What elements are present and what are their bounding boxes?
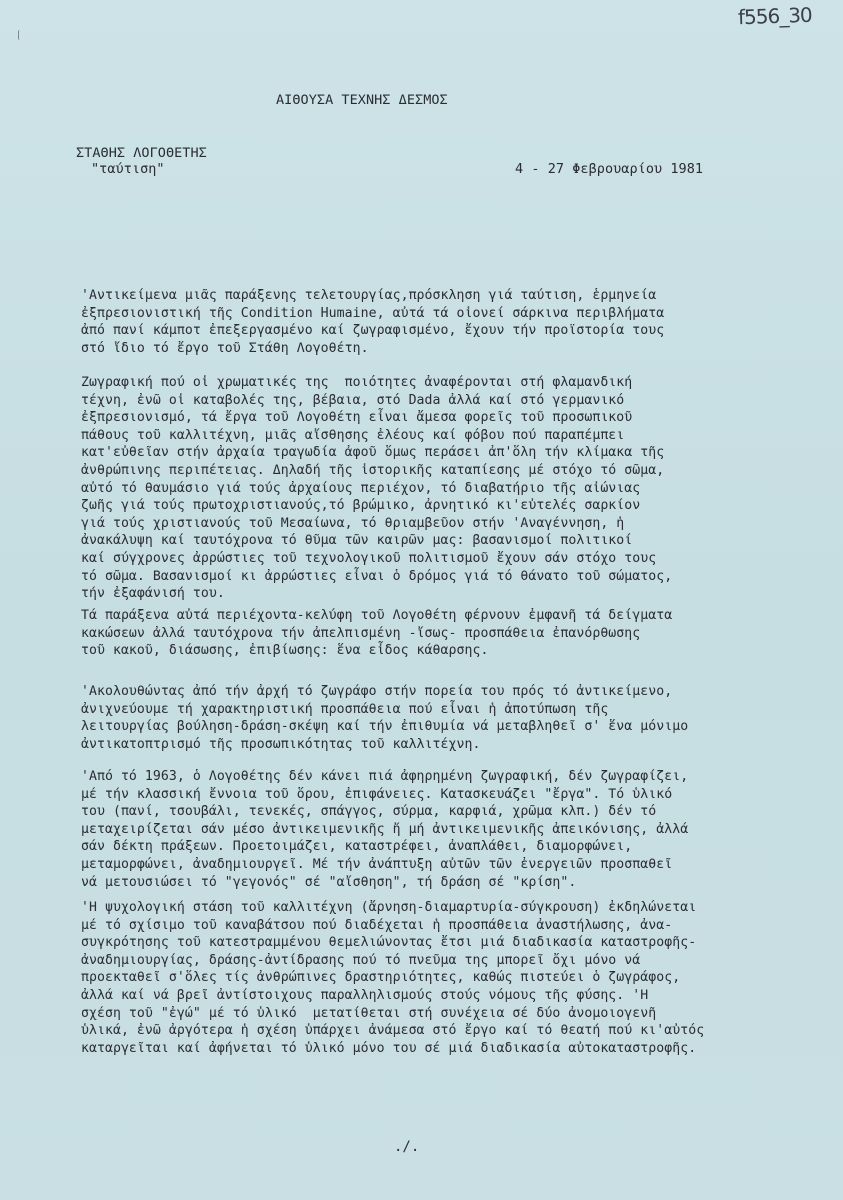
text-line: ἀντικατοπτρισμό τῆς προσωπικότητας τοῦ καλλιτέχνη. <box>81 736 481 752</box>
text-line: κακώσεων ἀλλά ταυτόχρονα τήν ἀπελπισμένη -ἴσως- προσπάθεια ἐπανόρθωσης <box>81 625 641 641</box>
continuation-mark: ./. <box>394 1139 420 1155</box>
text-line: μέ τήν κλασσική ἔννοια τοῦ ὅρου, ἐπιφάνειες. Κατασκευάζει "ἔργα". Τό ὑλικό <box>81 786 673 802</box>
text-line: σχέση τοῦ "ἐγώ" μέ τό ὑλικό μετατίθεται στή συνέχεια σέ δύο ἀνομοιογενῆ <box>81 1005 657 1021</box>
text-line: στό ἴδιο τό ἔργο τοῦ Στάθη Λογοθέτη. <box>81 340 369 356</box>
archive-reference: f556_30 <box>737 2 813 30</box>
exhibition-title: "ταύτιση" <box>91 161 165 177</box>
text-line: σάν δέκτη πράξεων. Προετοιμάζει, καταστρέφει, ἀναπλάθει, διαμορφώνει, <box>81 839 633 855</box>
text-line: ἀνθρώπινης περιπέτειας. Δηλαδή τῆς ἱστορικῆς καταπίεσης μέ στόχο τό σῶμα, <box>81 463 665 478</box>
text-line: πάθους τοῦ καλλιτέχνη, μιᾶς αἴσθησης ἐλέους καί φόβου πού παραπέμπει <box>81 427 625 443</box>
text-line: μεταμορφώνει, ἀναδημιουργεῖ. Μέ τήν ἀνάπτυξη αὐτῶν τῶν ἐνεργειῶν προσπαθεῖ <box>81 857 673 872</box>
text-line: ἐξπρεσιονισμό, τά ἔργα τοῦ Λογοθέτη εἶναι ἄμεσα φορεῖς τοῦ προσωπικοῦ <box>81 410 633 426</box>
exhibition-dates: 4 - 27 Φεβρουαρίου 1981 <box>515 161 704 177</box>
text-line: του (πανί, τσουβάλι, τενεκές, σπάγγος, σύρμα, καρφιά, χρῶμα κλπ.) δέν τό <box>81 804 657 820</box>
gallery-name: ΑΙΘΟΥΣΑ ΤΕΧΝΗΣ ΔΕΣΜΟΣ <box>276 92 448 108</box>
text-line: ἀνακάλυψη καί ταυτόχρονα τό θῦμα τῶν καιρῶν μας: βασανισμοί πολιτικοί <box>81 533 633 549</box>
text-line: μεταχειρίζεται σάν μέσο ἀντικειμενικῆς ἤ μή ἀντικειμενικῆς ἀπεικόνισης, ἀλλά <box>81 821 689 837</box>
text-line: ἀλλά καί νά βρεῖ ἀντίστοιχους παραλληλισμούς στούς νόμους τῆς φύσης. 'Η <box>81 988 649 1003</box>
text-line: ἐξπρεσιονιστική τῆς Condition Humaine, αὐτά τά οἱονεί σάρκινα περιβλήματα <box>81 305 665 321</box>
text-line: τό σῶμα. Βασανισμοί κι ἀρρώστιες εἶναι ὁ δρόμος γιά τό θάνατο τοῦ σώματος, <box>81 568 673 584</box>
text-line: ὑλικά, ἐνῶ ἀργότερα ἡ σχέση ὑπάρχει ἀνάμεσα στό ἔργο καί τό θεατή πού κι'αὐτός <box>81 1023 705 1039</box>
text-line: 'Από τό 1963, ὁ Λογοθέτης δέν κάνει πιά ἀφηρημένη ζωγραφική, δέν ζωγραφίζει, <box>81 769 689 784</box>
text-line: ζωῆς γιά τούς πρωτοχριστιανούς,τό βρώμικο, ἀρνητικό κι'εὐτελές σαρκίον <box>81 498 641 514</box>
text-line: ἀναδημιουργίας, δράσης-ἀντίδρασης πού τό πνεῦμα της μπορεῖ ὄχι μόνο νά <box>81 952 641 968</box>
text-line: καταργεῖται καί ἀφήνεται τό ὑλικό μόνο του σέ μιά διαδικασία αὐτοκαταστροφῆς. <box>81 1040 697 1056</box>
text-line: τήν ἐξαφάνισή του. <box>81 586 225 602</box>
text-line: κατ'εὐθεῖαν στήν ἀρχαία τραγωδία ἀφοῦ ὅμως περάσει ἀπ'ὅλη τήν κλίμακα τῆς <box>81 445 665 461</box>
text-line: Τά παράξενα αὐτά περιέχοντα-κελύφη τοῦ Λογοθέτη φέρνουν ἐμφανῆ τά δείγματα <box>81 608 673 623</box>
margin-mark <box>18 30 23 40</box>
text-line: αὐτό τό θαυμάσιο γιά τούς ἀρχαίους περιέχον, τό διαβατήριο τῆς αἰώνιας <box>81 480 641 496</box>
text-line: καί σύγχρονες ἀρρώστιες τοῦ τεχνολογικοῦ πολιτισμοῦ ἔχουν σάν στόχο τους <box>81 551 657 566</box>
text-line: Ζωγραφική πού οἱ χρωματικές της ποιότητες ἀναφέρονται στή φλαμανδική <box>81 375 633 390</box>
text-line: τέχνη, ἐνῶ οἱ καταβολές της, βέβαια, στό Dada ἀλλά καί στό γερμανικό <box>81 392 625 408</box>
text-line: λειτουργίας βούληση-δράση-σκέψη καί τήν ἐπιθυμία νά μεταβληθεῖ σ' ἕνα μόνιμο <box>81 719 689 735</box>
text-line: 'Ακολουθώντας ἀπό τήν ἀρχή τό ζωγράφο στήν πορεία του πρός τό ἀντικείμενο, <box>81 684 673 699</box>
text-line: ἀνιχνεύουμε τή χαρακτηριστική προσπάθεια πού εἶναι ἡ ἀποτύπωση τῆς <box>81 701 609 717</box>
text-line: τοῦ κακοῦ, διάσωσης, ἐπιβίωσης: ἕνα εἶδος κάθαρσης. <box>81 643 489 659</box>
text-line: συγκρότησης τοῦ κατεστραμμένου θεμελιώνοντας ἔτσι μιά διαδικασία καταστροφῆς- <box>81 935 697 951</box>
text-line: 'Η ψυχολογική στάση τοῦ καλλιτέχνη (ἄρνηση-διαμαρτυρία-σύγκρουση) ἐκδηλώνεται <box>81 900 697 915</box>
text-line: γιά τούς χριστιανούς τοῦ Μεσαίωνα, τό θριαμβεῦον στήν 'Αναγέννηση, ἡ <box>81 515 625 531</box>
text-line: μέ τό σχίσιμο τοῦ καναβάτσου πού διαδέχεται ἡ προσπάθεια ἀναστήλωσης, ἀνα- <box>81 917 673 933</box>
text-line: 'Αντικείμενα μιᾶς παράξενης τελετουργίας,πρόσκληση γιά ταύτιση, ἑρμηνεία <box>81 288 657 303</box>
artist-name: ΣΤΑΘΗΣ ΛΟΓΟΘΕΤΗΣ <box>76 145 207 161</box>
text-line: ἀπό πανί κάμποτ ἐπεξεργασμένο καί ζωγραφισμένο, ἔχουν τήν προϊστορία τους <box>81 323 665 339</box>
text-line: νά μετουσιώσει τό "γεγονός" σέ "αἴσθηση", τή δράση σέ "κρίση". <box>81 874 577 890</box>
text-line: προεκταθεῖ σ'ὅλες τίς ἀνθρώπινες δραστηριότητες, καθώς πιστεύει ὁ ζωγράφος, <box>81 970 681 986</box>
